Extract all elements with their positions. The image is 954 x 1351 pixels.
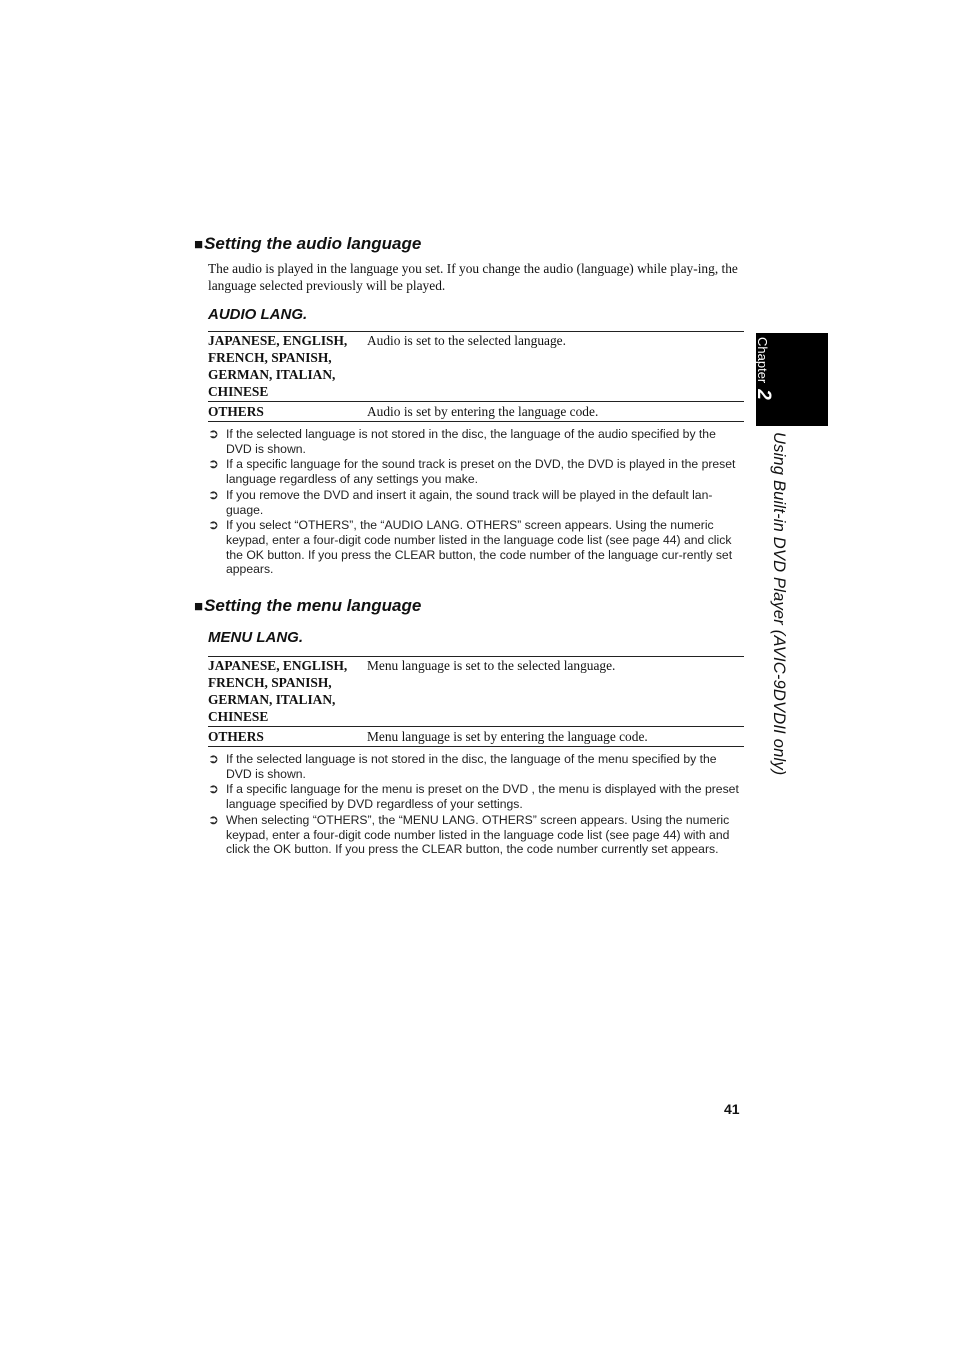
menu-notes-list: [208, 752, 744, 857]
note-arrow-icon: ➲: [208, 456, 219, 472]
side-chapter-title: Using Built-in DVD Player (AVIC-9DVDII only): [770, 432, 788, 776]
section-square-icon: ■: [194, 598, 204, 615]
section-title-audio-language: ■Setting the audio language: [194, 234, 422, 253]
list-item: ➲ If you select “OTHERS”, the “AUDIO LANG. OTHERS” screen appears. Using the numeric keypad, enter a four-digit code number listed in the language code list (see page 44) and click the OK button. If you press the CLEAR button, the code number of the language cur-rently set appears.: [208, 517, 733, 577]
note-arrow-icon: ➲: [208, 517, 219, 533]
description-cell: Audio is set to the selected language.: [367, 333, 566, 348]
option-cell: JAPANESE, ENGLISH, FRENCH, SPANISH, GERMAN, ITALIAN, CHINESE: [208, 658, 348, 724]
note-arrow-icon: ➲: [208, 751, 219, 766]
list-item: ➲ If you remove the DVD and insert it again, the sound track will be played in the default lan-guage.: [208, 486, 713, 517]
page-number: 41: [724, 1101, 740, 1117]
chapter-tab: [754, 333, 794, 426]
list-item: ➲ If the selected language is not stored in the disc, the language of the menu specified by the DVD is shown.: [208, 751, 717, 781]
table-row: [208, 726, 744, 746]
list-item: ➲ When selecting “OTHERS”, the “MENU LANG. OTHERS” screen appears. Using the numeric keypad, enter a four-digit code number listed in the language code list (see page 44) with and click the OK button. If you press the CLEAR button, the code number currently set appears.: [208, 811, 730, 857]
note-arrow-icon: ➲: [208, 426, 219, 441]
table-row: [208, 657, 744, 726]
note-arrow-icon: ➲: [208, 811, 219, 827]
note-arrow-icon: ➲: [208, 486, 219, 502]
list-item: ➲ If a specific language for the sound track is preset on the DVD, the DVD is played in the preset language regardless of any settings you make.: [208, 456, 736, 487]
section-title-menu-language: ■Setting the menu language: [194, 596, 422, 615]
option-cell: OTHERS: [208, 404, 264, 419]
description-cell: Audio is set by entering the language code.: [367, 404, 599, 419]
section-square-icon: ■: [194, 236, 204, 253]
table-row: [208, 401, 744, 421]
description-cell: Menu language is set by entering the language code.: [367, 729, 648, 744]
option-cell: JAPANESE, ENGLISH, FRENCH, SPANISH, GERMAN, ITALIAN, CHINESE: [208, 333, 348, 399]
audio-lang-table: [208, 331, 744, 422]
audio-lang-subheading: AUDIO LANG.: [208, 306, 308, 323]
audio-notes-list: [208, 427, 744, 577]
note-arrow-icon: ➲: [208, 781, 219, 797]
chapter-label: Chapter: [755, 337, 770, 384]
option-cell: OTHERS: [208, 729, 264, 744]
description-cell: Menu language is set to the selected language.: [367, 658, 616, 673]
list-item: ➲ If a specific language for the menu is preset on the DVD , the menu is displayed with the preset language specified by DVD regardless of your settings.: [208, 781, 739, 812]
audio-intro-paragraph: The audio is played in the language you set. If you change the audio (language) while play-ing, the language selected previously will be played.: [208, 261, 738, 293]
menu-lang-subheading: MENU LANG.: [208, 629, 303, 646]
chapter-number: 2: [753, 389, 774, 400]
menu-lang-table: [208, 656, 744, 747]
table-row: [208, 332, 744, 401]
list-item: ➲ If the selected language is not stored in the disc, the language of the audio specified by the DVD is shown.: [208, 426, 716, 456]
